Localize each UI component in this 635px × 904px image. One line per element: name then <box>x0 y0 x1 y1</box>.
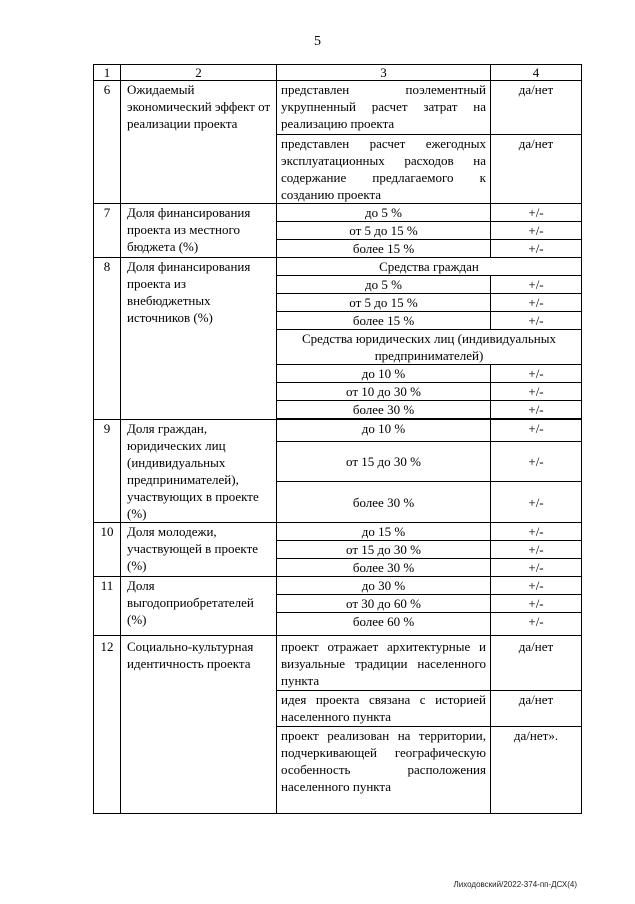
criterion-item: от 5 до 15 % <box>277 222 491 240</box>
row-number: 12 <box>94 636 121 814</box>
criterion-item: проект отражает архитектурные и визуальные традиции населенного пункта <box>277 636 491 691</box>
criterion-name: Ожидаемый экономический эффект от реализации проекта <box>121 81 277 204</box>
criterion-name: Доля молодежи, участвующей в проекте (%) <box>121 523 277 577</box>
criterion-item: от 30 до 60 % <box>277 595 491 613</box>
criterion-name: Доля выгодоприобретателей (%) <box>121 577 277 636</box>
table-row <box>94 81 582 135</box>
criterion-value: +/- <box>491 613 582 636</box>
criterion-value: да/нет <box>491 691 582 727</box>
table-row <box>94 523 582 541</box>
criterion-value: +/- <box>491 420 582 442</box>
criterion-name: Доля граждан, юридических лиц (индивидуальных предпринимателей), участвующих в проекте (%) <box>121 420 277 523</box>
table-row <box>94 258 582 276</box>
table-row <box>94 420 582 442</box>
subheader-citizens-funds: Средства граждан <box>277 258 582 276</box>
criterion-value: +/- <box>491 577 582 595</box>
criterion-value: +/- <box>491 441 582 482</box>
criterion-item: до 5 % <box>277 204 491 222</box>
criterion-item: представлен поэлементный укрупненный расчет затрат на реализацию проекта <box>277 81 491 135</box>
subheader-legal-entities-funds: Средства юридических лиц (индивидуальных предпринимателей) <box>277 330 582 365</box>
criteria-table <box>93 64 582 814</box>
criterion-item: до 10 % <box>277 420 491 442</box>
criterion-name: Доля финансирования проекта из местного бюджета (%) <box>121 204 277 258</box>
criterion-value: +/- <box>491 595 582 613</box>
row-number: 7 <box>94 204 121 258</box>
criterion-value: да/нет <box>491 636 582 691</box>
document-footer-id: Лиходовский/2022-374-пп-ДСХ(4) <box>453 880 577 889</box>
criterion-value: +/- <box>491 401 582 419</box>
criterion-item: представлен расчет ежегодных эксплуатационных расходов на содержание предлагаемого к созданию проекта <box>277 135 491 204</box>
criterion-item: более 60 % <box>277 613 491 636</box>
table-header-row <box>94 65 582 81</box>
criterion-item: от 15 до 30 % <box>277 441 491 482</box>
page-number: 5 <box>314 34 321 49</box>
criterion-name: Социально-культурная идентичность проекта <box>121 636 277 814</box>
row-number: 6 <box>94 81 121 204</box>
criterion-item: от 10 до 30 % <box>277 383 491 401</box>
row-number: 9 <box>94 420 121 523</box>
header-col-3: 3 <box>277 65 491 81</box>
criterion-item: от 15 до 30 % <box>277 541 491 559</box>
criterion-item: более 30 % <box>277 559 491 577</box>
criterion-item: проект реализован на территории, подчеркивающей географическую особенность расположения населенного пункта <box>277 727 491 814</box>
header-col-4: 4 <box>491 65 582 81</box>
criterion-value: +/- <box>491 383 582 401</box>
criterion-item: более 15 % <box>277 240 491 258</box>
criterion-name: Доля финансирования проекта из внебюджетных источников (%) <box>121 258 277 420</box>
criterion-value: да/нет <box>491 81 582 135</box>
criterion-item: более 30 % <box>277 401 491 419</box>
table-row <box>94 636 582 691</box>
criterion-value: +/- <box>491 541 582 559</box>
criterion-value: да/нет <box>491 135 582 204</box>
criterion-value: +/- <box>491 523 582 541</box>
header-col-1: 1 <box>94 65 121 81</box>
criterion-item: до 5 % <box>277 276 491 294</box>
table-row <box>94 577 582 595</box>
criterion-item: более 15 % <box>277 312 491 330</box>
criterion-value: да/нет». <box>491 727 582 814</box>
table-row <box>94 204 582 222</box>
row-number: 11 <box>94 577 121 636</box>
header-col-2: 2 <box>121 65 277 81</box>
criterion-item: до 15 % <box>277 523 491 541</box>
criterion-item: от 5 до 15 % <box>277 294 491 312</box>
row-number: 10 <box>94 523 121 577</box>
criterion-value: +/- <box>491 204 582 222</box>
criterion-item: идея проекта связана с историей населенного пункта <box>277 691 491 727</box>
criterion-value: +/- <box>491 559 582 577</box>
criterion-value: +/- <box>491 276 582 294</box>
criterion-value: +/- <box>491 222 582 240</box>
criterion-value: +/- <box>491 312 582 330</box>
criterion-item: до 10 % <box>277 365 491 383</box>
criterion-item: более 30 % <box>277 482 491 523</box>
criterion-value: +/- <box>491 482 582 523</box>
row-number: 8 <box>94 258 121 420</box>
criterion-value: +/- <box>491 294 582 312</box>
criterion-item: до 30 % <box>277 577 491 595</box>
criterion-value: +/- <box>491 240 582 258</box>
criterion-value: +/- <box>491 365 582 383</box>
